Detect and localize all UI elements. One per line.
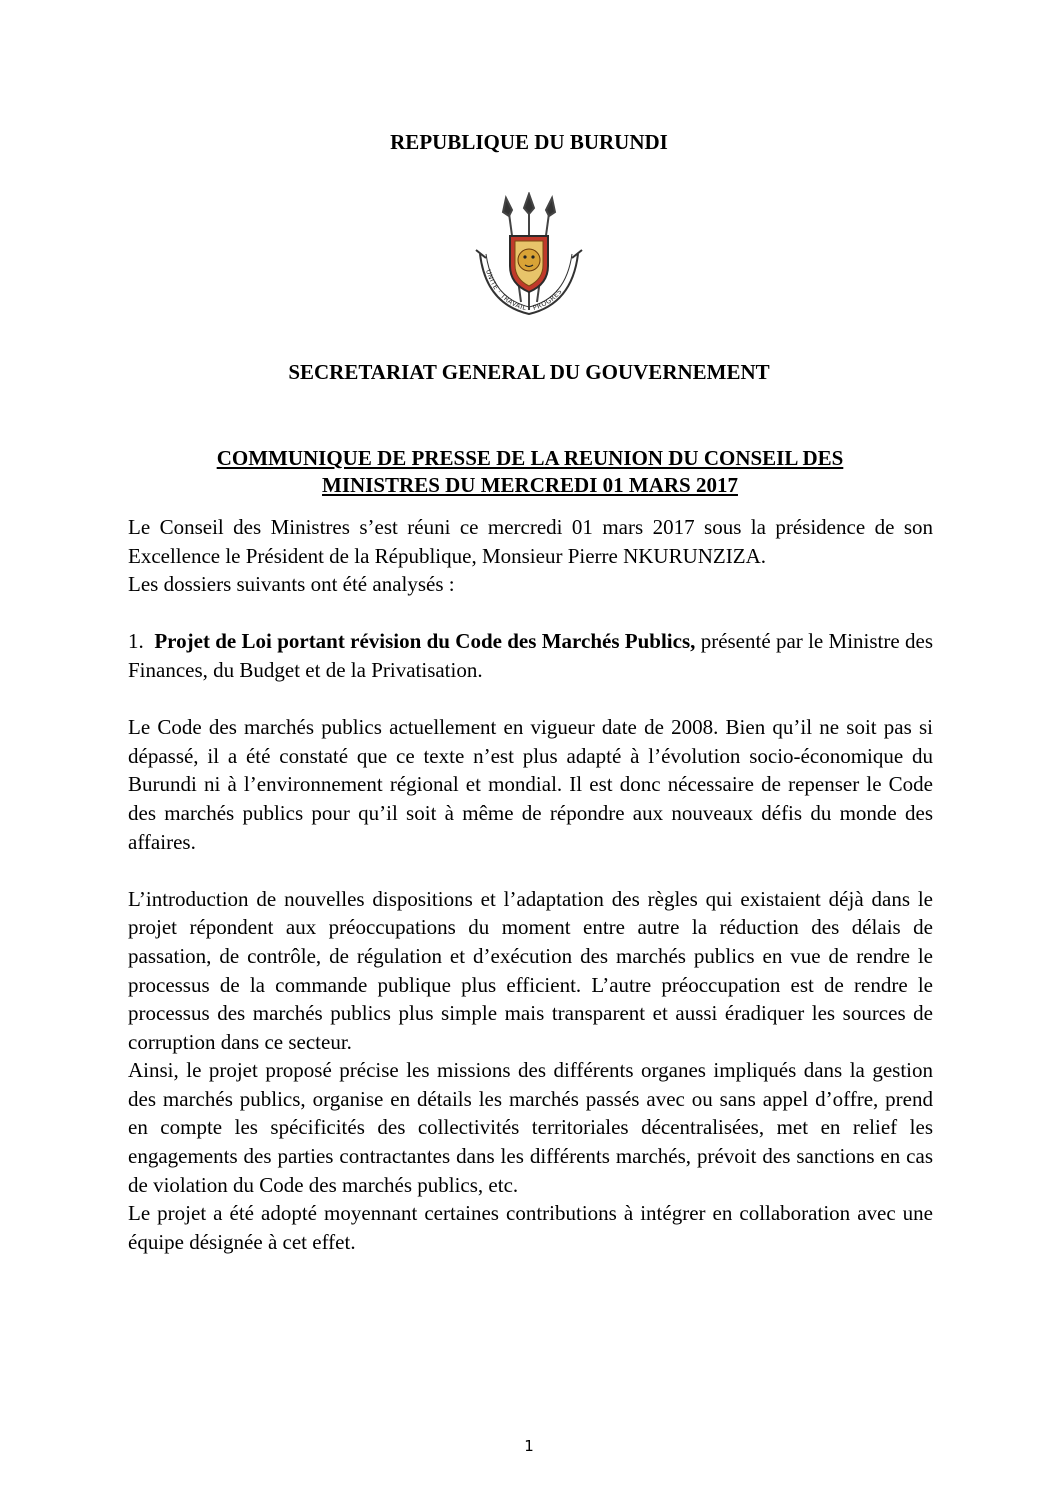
communique-title — [130, 445, 930, 499]
communique-title-line-1: COMMUNIQUE DE PRESSE DE LA REUNION DU CONSEIL DES — [216, 446, 844, 470]
country-heading: REPUBLIQUE DU BURUNDI — [390, 130, 668, 154]
agenda-item-number: 1. — [128, 629, 144, 654]
body-paragraph: Le projet a été adopté moyennant certaines contributions à intégrer en collaboration avec une équipe désignée à cet effet. — [128, 1201, 933, 1254]
intro-dossiers-line: Les dossiers suivants ont été analysés : — [128, 572, 455, 597]
body-paragraph: L’introduction de nouvelles dispositions et l’adaptation des règles qui existaient déjà dans le projet répondent aux préoccupations du moment entre autre la réduction des délais de passation, de contrôle, de régulation et d’exécution des marchés publics en vue de rendre le processus de la commande publique plus efficient. L’autre préoccupation est de rendre le processus des marchés publics plus simple mais transparent et aussi éradiquer les sources de corruption dans ce secteur. — [128, 886, 933, 1054]
agenda-item-title: Projet de Loi portant révision du Code des Marchés Publics, — [154, 629, 696, 654]
agenda-item-presenter: présenté par le Ministre des Finances, du Budget et de la Privatisation. — [128, 629, 933, 682]
motto-text: UNITE · TRAVAIL · PROGRES — [484, 268, 564, 314]
body-paragraph: Ainsi, le projet proposé précise les missions des différents organes impliqués dans la gestion des marchés publics, organise en détails les marchés passés avec ou sans appel d’offre, prend en compte les spécificités des collectivités territoriales décentralisées, met en relief les engagements des parties contractantes dans les différents marchés, prévoit des sanctions en cas de violation du Code des marchés publics, etc. — [128, 1058, 933, 1197]
body-paragraph: Le Code des marchés publics actuellement en vigueur date de 2008. Bien qu’il ne soit pas si dépassé, il a été constaté que ce texte n’est plus adapté à l’évolution socio-économique du Burundi ni à l’environnement régional et mondial. Il est donc nécessaire de repenser le Code des marchés publics pour qu’il soit à même de répondre aux nouveaux défis du monde des affaires. — [128, 715, 933, 854]
intro-paragraph: Le Conseil des Ministres s’est réuni ce mercredi 01 mars 2017 sous la présidence de son Excellence le Président de la République, Monsieur Pierre NKURUNZIZA. — [128, 515, 933, 568]
communique-body — [128, 513, 933, 1256]
communique-title-line-2: MINISTRES DU MERCREDI 01 MARS 2017 — [322, 473, 738, 497]
burundi-coat-of-arms-icon — [466, 192, 592, 322]
agenda-item-1 — [128, 627, 933, 684]
secretariat-heading: SECRETARIAT GENERAL DU GOUVERNEMENT — [288, 360, 770, 384]
page-number: 1 — [524, 1437, 534, 1455]
